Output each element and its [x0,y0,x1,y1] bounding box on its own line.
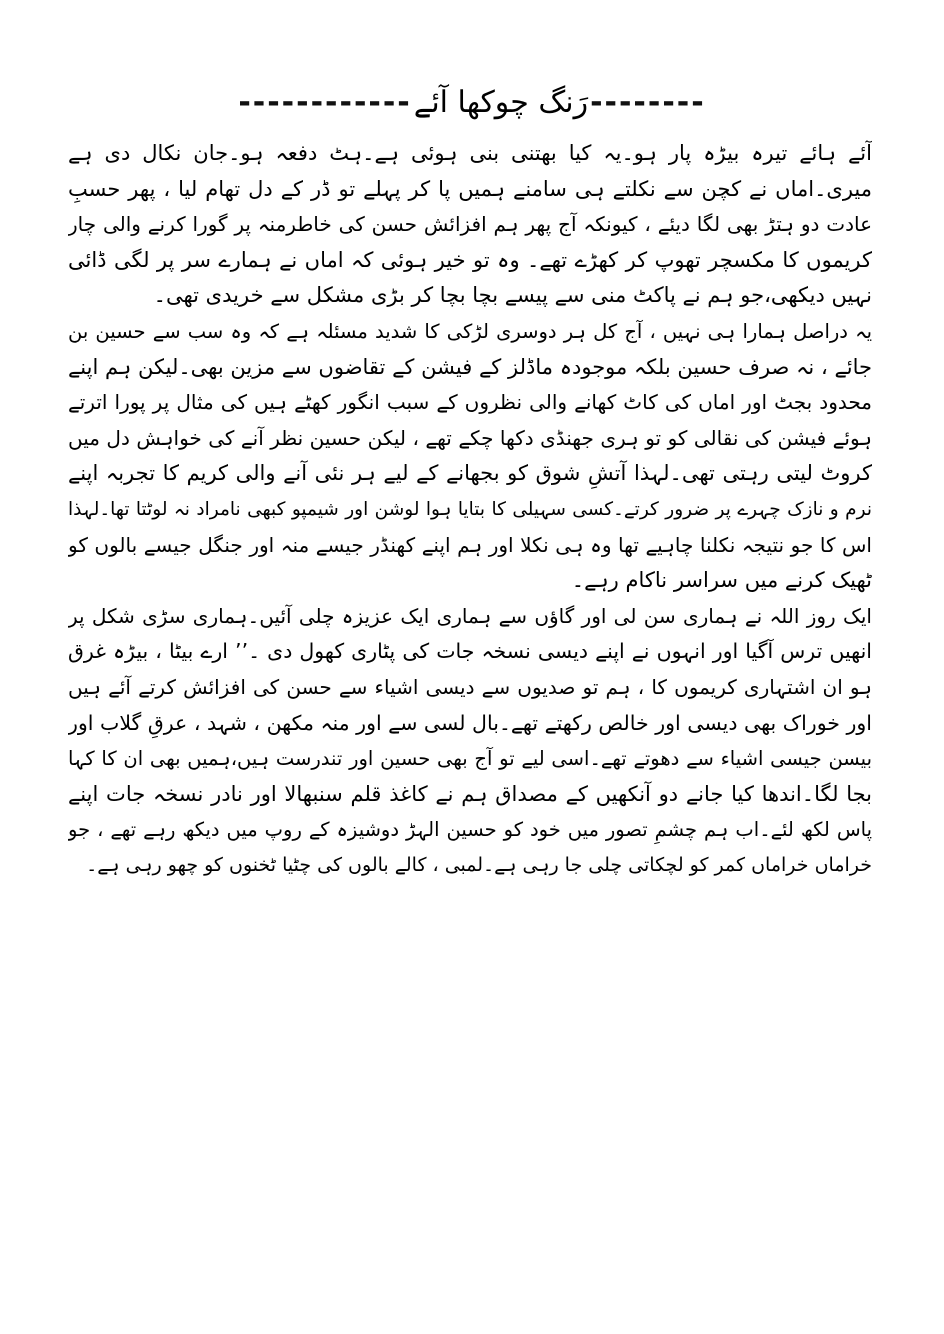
text-line: نہیں دیکھی،جو ہم نے پاکٹ منی سے پیسے بچا بچا کر بڑی مشکل سے خریدی تھی۔ [153,283,872,308]
text-line: ہوئے فیشن کی نقالی کو تو ہری جھنڈی دکھا چکے تھے ، لیکن حسین نظر آنے کی خواہش دل میں [68,425,872,450]
text-line: آئے ہائے تیرہ بیڑہ پار ہو۔یہ کیا بھتنی بنی ہوئی ہے۔ہٹ دفعہ ہو۔جان نکال دی ہے [68,141,872,165]
text-line: ٹھیک کرنے میں سراسر ناکام رہے۔ [571,568,872,593]
text-line: کریموں کا مکسچر تھوپ کر کھڑے تھے۔ وہ تو خیر ہوئی کہ اماں نے ہمارے سر پر لگی ڈائی [68,247,872,272]
title-row [100,78,844,128]
text-line: کروٹ لیتی رہتی تھی۔لہذا آتشِ شوق کو بجھانے کے لیے ہر نئی آنے والی کریم کا تجربہ اپنے [68,461,872,486]
text-line: ہو ان اشتہاری کریموں کا ، ہم تو صدیوں سے دیسی اشیاء سے حسن کی افزائش کرتے آئے ہیں [68,674,872,699]
text-line: بجا لگا۔اندھا کیا جانے دو آنکھیں کے مصداق ہم نے کاغذ قلم سنبھالا اور نادر نسخہ جات اپنے [68,781,872,806]
text-line: بیسن جیسی اشیاء سے دھوتے تھے۔اسی لیے تو آج بھی حسین اور تندرست ہیں،ہمیں بھی ان کا کہا [68,747,872,771]
title-dashes-right: -------- [590,85,706,120]
text-line: اور خوراک بھی دیسی اور خالص رکھتے تھے۔بال لسی سے اور منہ مکھن ، شہد ، عرقِ گلاب اور [68,710,872,735]
article-body [68,136,872,883]
text-line: میری۔اماں نے کچن سے نکلتے ہی سامنے ہمیں پا کر پہلے تو ڈر کے دل تھام لیا ، پھر حسبِ [68,176,872,201]
text-line: محدود بجٹ اور اماں کی کاٹ کھانے والی نظروں کے سبب انگور کھٹے ہیں کی مثال پر پورا اترتے [68,390,872,415]
text-line: انھیں ترس آگیا اور انہوں نے اپنے دیسی نسخہ جات کی پٹاری کھول دی ۔’’ ارے بیٹا ، بیڑہ غرق [68,639,872,664]
text-line: اس کا جو نتیجہ نکلنا چاہیے تھا وہ ہی نکلا اور ہم اپنے کھنڈر جیسے منہ اور جنگل جیسے بالوں کو [68,532,872,557]
text-line: نرم و نازک چہرے پر ضرور کرتے۔کسی سہیلی کا بتایا ہوا لوشن اور شیمپو کبھی نامراد نہ لوٹتا تھا۔لہذا [68,498,872,520]
text-line: عادت دو ہتڑ بھی لگا دیئے ، کیونکہ آج پھر ہم افزائش حسن کی خاطرمنہ پر گورا کرنے والی چار [68,212,872,237]
text-line: ایک روز اللہ نے ہماری سن لی اور گاؤں سے ہماری ایک عزیزہ چلی آئیں۔ہماری سڑی شکل پر [68,603,872,628]
title-dashes-left: ------------ [238,85,412,120]
text-line: یہ دراصل ہمارا ہی نہیں ، آج کل ہر دوسری لڑکی کا شدید مسئلہ ہے کہ وہ سب سے حسین بن [68,319,872,343]
text-line: پاس لکھ لئے۔اب ہم چشمِ تصور میں خود کو حسین الہڑ دوشیزہ کے روپ میں دیکھ رہے تھے ، جو [68,818,872,842]
page-title: رَنگ چوکھا آئے [413,85,589,120]
text-line: خراماں خراماں کمر کو لچکاتی چلی جا رہی ہے۔لمبی ، کالے بالوں کی چٹیا ٹخنوں کو چھو رہی ہے۔ [86,853,872,876]
text-line: جائے ، نہ صرف حسین بلکہ موجودہ ماڈلز کے فیشن کے تقاضوں سے مزین بھی۔لیکن ہم اپنے [68,354,872,379]
